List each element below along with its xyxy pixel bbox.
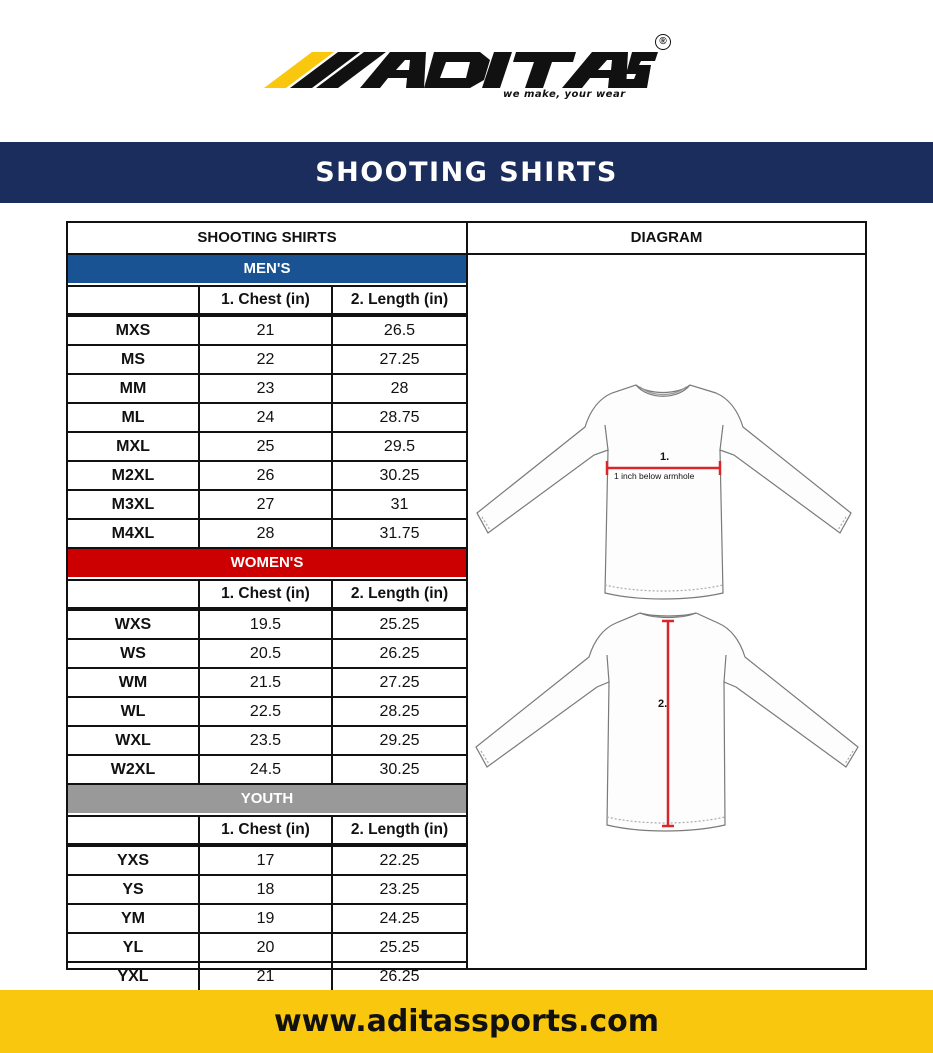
chest-value: 21.5 [200,669,333,696]
chest-value: 28 [200,520,333,547]
table-row [68,756,466,783]
website-link[interactable]: www.aditassports.com [273,1004,660,1039]
size-label: WS [68,640,200,667]
column-header: 1. Chest (in) [200,581,333,607]
table-row [68,669,466,698]
length-value: 28.25 [379,702,420,720]
size-label: YS [68,876,200,903]
front-shirt-icon [477,385,851,599]
chest-value: 17 [200,847,333,874]
brand-header [0,0,933,142]
table-row [68,346,466,375]
size-label: W2XL [68,756,200,783]
length-value: 25.25 [379,615,420,633]
size-section [68,255,466,549]
length-value: 26.25 [379,644,420,662]
registered-mark: ® [655,34,671,50]
size-table-header: SHOOTING SHIRTS [197,229,337,246]
column-header-row [68,579,466,611]
length-value: 22.25 [379,851,420,869]
size-label: MM [68,375,200,402]
table-row [68,640,466,669]
shirt-illustration [468,255,865,968]
chest-value: 20.5 [200,640,333,667]
column-header-row [68,285,466,317]
length-value: 30.25 [379,466,420,484]
size-label: M2XL [68,462,200,489]
title-banner [0,142,933,203]
column-header [68,817,200,843]
length-value: 28 [390,379,409,397]
length-value: 29.5 [383,437,416,455]
chest-value: 23.5 [200,727,333,754]
length-value: 31.75 [379,524,420,542]
table-row [68,847,466,876]
size-tables [68,255,466,990]
chest-value: 19 [200,905,333,932]
section-title: WOMEN'S [68,549,466,577]
length-label: 2. [658,698,668,710]
table-row [68,611,466,640]
length-value: 28.75 [379,408,420,426]
table-row [68,404,466,433]
table-row [68,317,466,346]
length-value: 26.25 [379,967,420,985]
table-row [68,876,466,905]
size-label: YM [68,905,200,932]
brand-tagline: we make, your wear [503,89,626,100]
length-value: 27.25 [379,350,420,368]
chest-note: 1 inch below armhole [614,471,695,481]
size-label: M4XL [68,520,200,547]
length-value: 27.25 [379,673,420,691]
length-value: 30.25 [379,760,420,778]
size-label: MXL [68,433,200,460]
length-value: 25.25 [379,938,420,956]
chest-value: 26 [200,462,333,489]
size-label: M3XL [68,491,200,518]
column-header [68,287,200,313]
chest-value: 18 [200,876,333,903]
length-value: 31 [390,495,409,513]
column-header: 2. Length (in) [350,291,449,308]
chest-value: 25 [200,433,333,460]
length-value: 24.25 [379,909,420,927]
chest-value: 20 [200,934,333,961]
column-header [68,581,200,607]
chest-value: 21 [200,963,333,990]
chest-value: 24 [200,404,333,431]
aditas-logo [258,30,658,92]
length-value: 29.25 [379,731,420,749]
table-row [68,462,466,491]
length-value: 23.25 [379,880,420,898]
footer-banner [0,990,933,1053]
size-label: WM [68,669,200,696]
size-label: ML [68,404,200,431]
length-value: 26.5 [383,321,416,339]
chest-value: 22 [200,346,333,373]
table-row [68,698,466,727]
size-label: YXL [68,963,200,990]
size-label: YL [68,934,200,961]
size-section [68,549,466,785]
chest-value: 24.5 [200,756,333,783]
size-label: WXS [68,611,200,638]
table-row [68,727,466,756]
table-row [68,433,466,462]
size-label: MXS [68,317,200,344]
chest-value: 19.5 [200,611,333,638]
size-chart-sheet [66,221,867,985]
column-header: 1. Chest (in) [200,287,333,313]
diagram-header: DIAGRAM [630,229,703,246]
size-label: WL [68,698,200,725]
column-header: 2. Length (in) [350,821,449,838]
table-row [68,491,466,520]
table-row [68,934,466,963]
table-row [68,905,466,934]
size-label: MS [68,346,200,373]
shirt-diagram [468,255,865,968]
size-label: YXS [68,847,200,874]
chest-value: 27 [200,491,333,518]
chest-value: 22.5 [200,698,333,725]
size-section [68,785,466,990]
column-header-row [68,815,466,847]
page-title: SHOOTING SHIRTS [315,157,618,188]
chest-value: 21 [200,317,333,344]
table-row [68,963,466,990]
chest-value: 23 [200,375,333,402]
column-header: 2. Length (in) [350,585,449,602]
size-label: WXL [68,727,200,754]
table-row [68,520,466,547]
table-row [68,375,466,404]
section-title: MEN'S [68,255,466,283]
chest-label: 1. [660,451,670,463]
section-title: YOUTH [68,785,466,813]
column-header: 1. Chest (in) [200,817,333,843]
